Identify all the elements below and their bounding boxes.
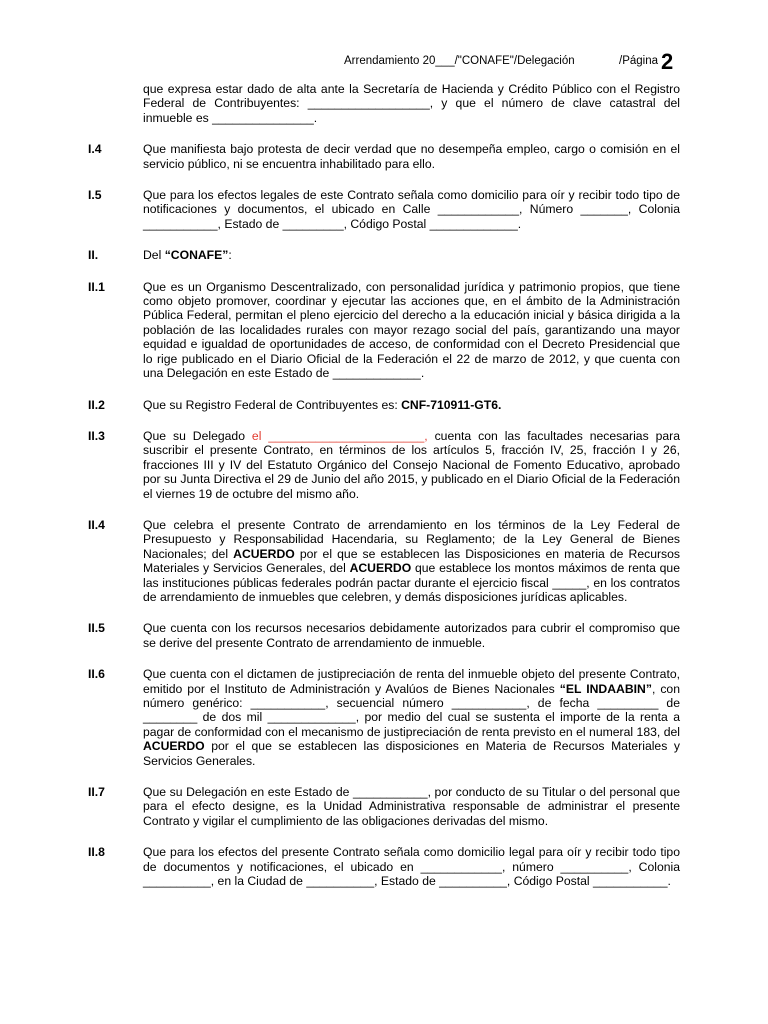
clause-label: II.2 [88, 397, 105, 412]
clause-label: II. [88, 248, 99, 263]
clause-text [143, 188, 680, 231]
clause-paragraph [88, 785, 680, 828]
clause-paragraph [88, 248, 680, 262]
text-run: por el que se establecen las disposiciones en Materia de Recursos Materiales y Servicios Generales. [143, 739, 680, 768]
clause-text [143, 785, 680, 828]
clause-paragraph [88, 280, 680, 381]
clause-text [143, 429, 680, 501]
clause-text [143, 845, 680, 888]
text-run: Que es un Organismo Descentralizado, con personalidad jurídica y patrimonio propios, que tiene como objeto promover, coordinar y ejecutar las acciones que, en el ámbito de la Administración Pública Federal, permitan el pleno ejercicio del derecho a la educación inicial y básica dirigida a la población de las localidades rurales con mayor rezago social del país, garantizando una mayor equidad e igualdad de oportunidades de acceso, de conformidad con el Decreto Presidencial que lo rige publicado en el Diario Oficial de la Federación el 22 de marzo de 2012, y que cuenta con una Delegación en este Estado de _____________. [143, 279, 680, 381]
document-body [88, 82, 680, 905]
clause-label: II.1 [88, 279, 105, 294]
bold-text: ACUERDO [143, 739, 205, 754]
page-header [0, 49, 768, 79]
clause-label: II.3 [88, 428, 105, 443]
clause-label: I.5 [88, 188, 102, 203]
clause-paragraph [88, 82, 680, 125]
text-run: Que cuenta con el dictamen de justipreciación de renta del inmueble objeto del presente Contrato, emitido por el Instituto de Administración y Avalúos de Bienes Nacionales [143, 667, 680, 696]
clause-paragraph [88, 188, 680, 231]
text-run: que establece los montos máximos de renta que las instituciones públicas federales podrán pactar durante el ejercicio fiscal _____, en los contratos de arrendamiento de inmuebles que celebren, y demás disposiciones jurídicas aplicables. [143, 561, 680, 604]
clause-text [143, 142, 680, 171]
bold-text: ACUERDO [233, 546, 295, 561]
text-run: cuenta con las facultades necesarias para suscribir el presente Contrato, en términos de los artículos 5, fracción IV, 25, fracción I y 26, fracciones III y IV del Estatuto Orgánico del Consejo Nacional de Fomento Educativo, aprobado por su Junta Directiva el 29 de Junio del año 2015, y publicado en el Diario Oficial de la Federación el viernes 19 de octubre del mismo año. [143, 428, 681, 501]
clause-label: II.6 [88, 667, 105, 682]
text-run: Que celebra el presente Contrato de arrendamiento en los términos de la Ley Federal de Presupuesto y Responsabilidad Hacendaria, su Reglamento; de la Ley General de Bienes Nacionales; del [143, 517, 680, 561]
text-run: Que su Delegación en este Estado de ___________, por conducto de su Titular o del personal que para el efecto designe, es la Unidad Administrativa responsable de administrar el presente Contrato y vigilar el cumplimiento de las obligaciones derivadas del mismo. [143, 785, 680, 828]
text-run: Que para los efectos legales de este Contrato señala como domicilio para oír y recibir todo tipo de notificaciones y documentos, el ubicado en Calle ____________, Número _______, Colonia ___________, Estado de _________, Código Postal _____________. [143, 188, 680, 231]
clause-paragraph [88, 429, 680, 501]
clause-label: II.8 [88, 845, 105, 860]
text-run: Que manifiesta bajo protesta de decir verdad que no desempeña empleo, cargo o comisión en el servicio público, ni se encuentra inhabilitado para ello. [143, 142, 680, 171]
text-run: Que su Delegado [143, 428, 252, 443]
clause-paragraph [88, 621, 680, 650]
clause-label: I.4 [88, 142, 102, 157]
clause-label: II.4 [88, 517, 105, 532]
clause-label: II.7 [88, 785, 105, 800]
bold-text: ACUERDO [349, 561, 412, 576]
clause-label: II.5 [88, 621, 105, 636]
bold-text: “CONAFE” [164, 248, 229, 263]
page-number: 2 [661, 49, 674, 74]
clause-paragraph [88, 845, 680, 888]
header-title: Arrendamiento 20___/"CONAFE"/Delegación [344, 55, 575, 67]
text-run: Que para los efectos del presente Contrato señala como domicilio legal para oír y recibir todo tipo de documentos y notificaciones, el ubicado en ____________, número __________, Colonia __________, en la Ciudad de __________, Estado de __________, Código Postal ___________. [143, 845, 680, 889]
text-run: Que cuenta con los recursos necesarios debidamente autorizados para cubrir el compromiso que se derive del presente Contrato de arrendamiento de inmueble. [143, 621, 680, 650]
text-run: Que su Registro Federal de Contribuyentes es: [143, 397, 402, 412]
bold-text: CNF-710911-GT6. [401, 397, 502, 412]
page-label: /Página [619, 55, 659, 67]
text-run: por el que se establecen las Disposiciones en materia de Recursos Materiales y Servicios Generales, del [143, 546, 681, 576]
clause-paragraph [88, 398, 680, 412]
clause-text [143, 248, 680, 262]
clause-text [143, 280, 680, 381]
clause-text [143, 82, 680, 125]
text-run: : [228, 248, 232, 263]
clause-text [143, 398, 680, 412]
clause-paragraph [88, 518, 680, 604]
bold-text: “EL INDAABIN” [559, 681, 652, 696]
text-run: Del [143, 248, 165, 263]
highlighted-text: el _______________________, [251, 428, 428, 443]
clause-text [143, 621, 680, 650]
clause-paragraph [88, 667, 680, 768]
text-run: , con número genérico: ___________, secuencial número ___________, de fecha _________ de ________ de dos mil _____________, por medio del cual se sustenta el importe de la renta a pagar de conformidad con el mecanismo de justipreciación de renta previsto en el numeral 183, del [143, 681, 680, 739]
clause-text [143, 667, 680, 768]
clause-paragraph [88, 142, 680, 171]
clause-text [143, 518, 680, 604]
text-run: que expresa estar dado de alta ante la Secretaría de Hacienda y Crédito Público con el Registro Federal de Contribuyentes: __________________, y que el número de clave catastral del inmueble es _______________. [143, 82, 680, 125]
